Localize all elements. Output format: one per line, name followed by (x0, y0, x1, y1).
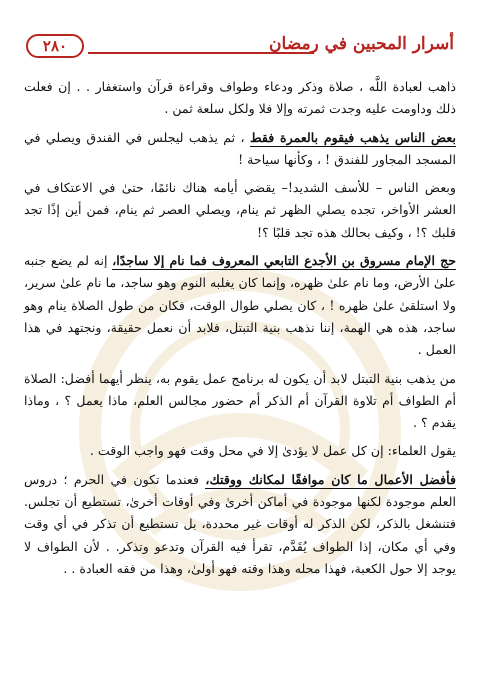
paragraph-4 (24, 250, 456, 361)
book-title: أسرار المحبين في رمضان (269, 34, 454, 54)
paragraph-3: وبعض الناس – للأسف الشديد!– يقضي أيامه هناك نائمًا، حتىٰ في الاعتكاف في العشر الأواخر، تجده يصلي الظهر ثم ينام، ويصلي العصر ثم ينام، فمن أين إذًا تجد قلبك ؟! ، وكيف بحالك هذه تجد قلبًا ؟! (24, 180, 456, 240)
paragraph-1: ذاهب لعبادة اللَّه ، صلاة وذكر ودعاء وطواف وقراءة قرآن واستغفار . . إن فعلت ذلك وداومت عليه وجدت ثمرته وإلا فلا ولكل سلعة ثمن . (24, 79, 456, 117)
paragraph-7 (24, 469, 456, 580)
paragraph-2 (24, 127, 456, 172)
page-content (24, 76, 456, 586)
paragraph-6: يقول العلماء: إن كل عمل لا يؤدىٰ إلا في محل وقت فهو واجب الوقت . (89, 443, 456, 459)
paragraph-text: إنه لم يضع جنبه علىٰ الأرض، وما نام علىٰ ظهره، وإنما كان يغلبه النوم وهو ساجد، ما نام علىٰ سرير، ولا استلقىٰ علىٰ ظهره ! ، كان يصلي طوال الوقت، فكان من طول الصلاة ينام وهو ساجد، هذه هي الهمة، إننا نذهب بنية التبتل، فلابد أن نعمل حقيقة، ونجتهد في هذا العمل . (24, 253, 456, 358)
paragraph-5: من يذهب بنية التبتل لابد أن يكون له برنامج عمل يقوم به، ينظر أيهما أفضل: الصلاة أم الطواف أم تلاوة القرآن أم الذكر أم حضور مجالس العلم، ماذا يعمل ؟ ، وماذا يقدم ؟ . (24, 370, 456, 431)
underlined-phrase: بعض الناس يذهب فيقوم بالعمرة فقط (249, 129, 456, 145)
underlined-phrase: حج الإمام مسروق بن الأجدع التابعي المعروف فما نام إلا ساجدًا، (112, 253, 456, 269)
page-number: ٢٨٠ (26, 34, 84, 58)
paragraph-text: ، ثم يذهب ليجلس في الفندق ويصلي في المسجد المجاور للفندق ! ، وكأنها سياحة ! (24, 129, 456, 167)
paragraph-text: فعندما تكون في الحرم ؛ دروس العلم موجودة لكنها موجودة في أماكن أخرىٰ وفي أوقات أخرىٰ، تستطيع أن تجلس. فتنشغل بالذكر، لكن الذكر له أوقات غير محددة، بل تستطيع أن تذكر في أي وقت وفي أي مكان، إذا الطواف يُقَدَّم، تقرأ فيه القرآن وتدعو وتذكر. . لأن الطواف لا يوجد إلا حول الكعبة، فهذا محله وهذا وقته فهو أولىٰ، وهذا من فقه العبادة . . (24, 471, 456, 576)
page-header (26, 32, 454, 62)
underlined-phrase: فأفضل الأعمال ما كان موافقًا لمكانك ووقتك، (205, 471, 456, 487)
